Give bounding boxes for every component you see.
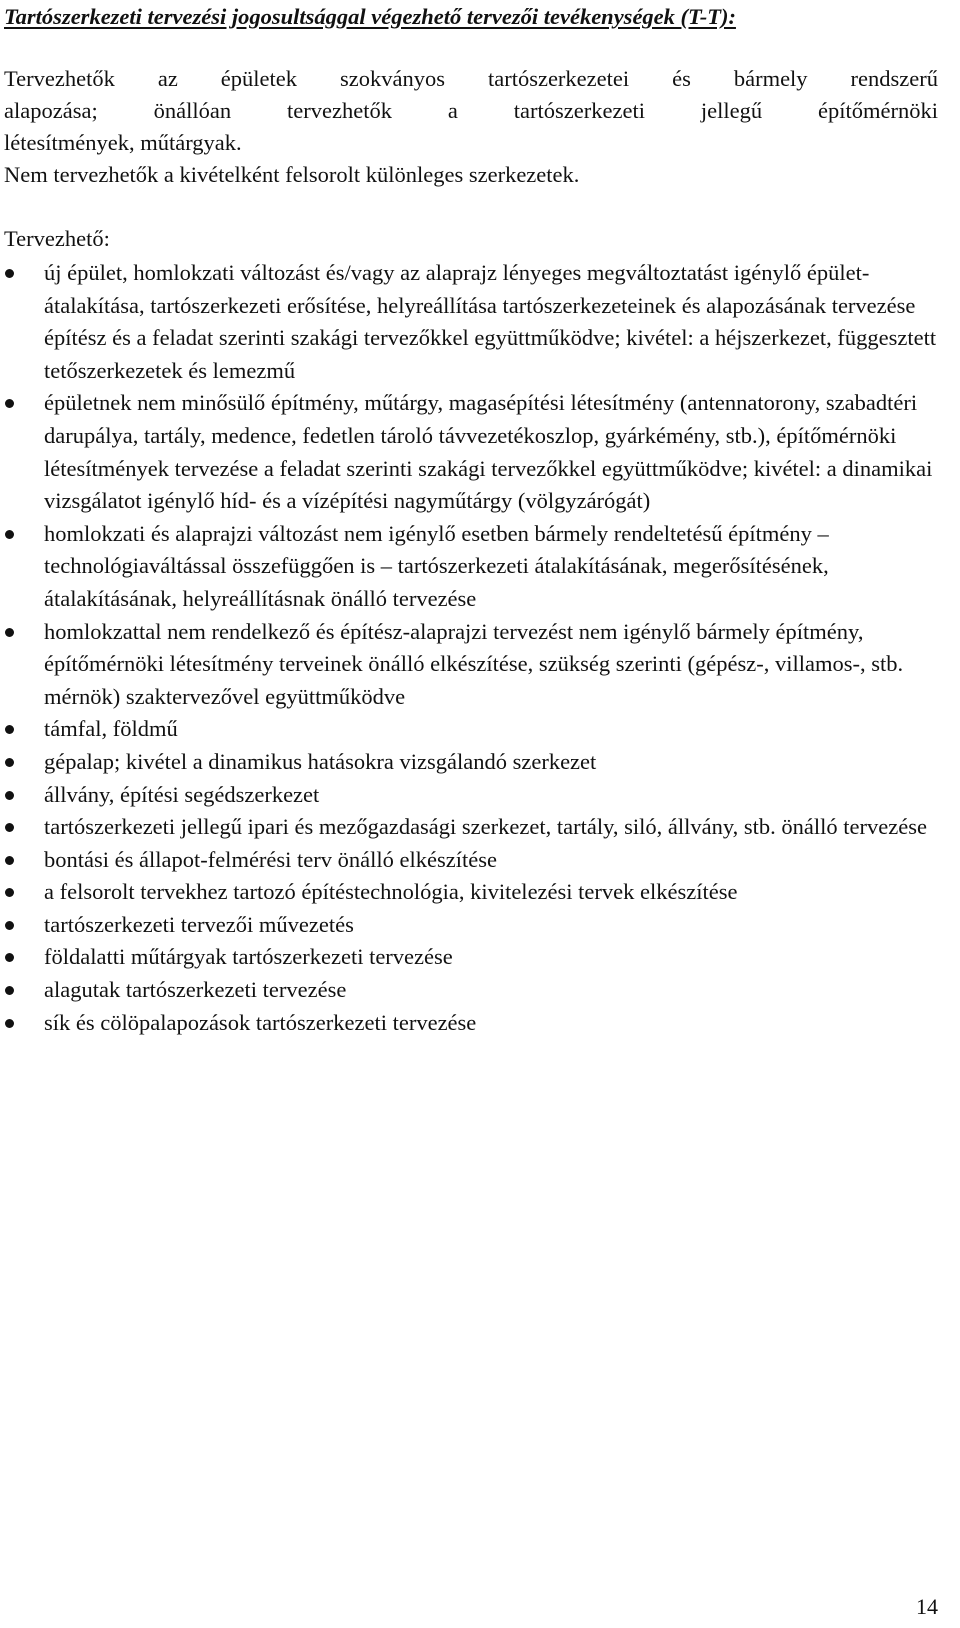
list-item-text: gépalap; kivétel a dinamikus hatásokra vizsgálandó szerkezet bbox=[44, 748, 597, 774]
bullet-icon bbox=[5, 1019, 14, 1028]
list-item bbox=[4, 1007, 938, 1040]
intro-paragraph bbox=[4, 63, 938, 159]
list-item bbox=[4, 779, 938, 812]
list-item bbox=[4, 974, 938, 1007]
bullet-icon bbox=[5, 953, 14, 962]
intro-line: Tervezhetők az épületek szokványos tartószerkezetei és bármely rendszerű bbox=[4, 66, 938, 91]
list-item-text: alagutak tartószerkezeti tervezése bbox=[44, 977, 347, 1003]
list-item-text: földalatti műtárgyak tartószerkezeti tervezése bbox=[44, 944, 453, 970]
list-item bbox=[4, 811, 938, 844]
section-heading: Tartószerkezeti tervezési jogosultsággal végezhető tervezői tevékenységek (T-T): bbox=[4, 4, 736, 29]
list-item-text: homlokzattal nem rendelkező és építész-alaprajzi tervezést nem igénylő bármely építmény, építőmérnöki létesítmény terveinek önálló elkészítése, szükség szerinti (gépész-, villamos-, stb. mérnök) szaktervezővel együttműködve bbox=[44, 618, 904, 709]
list-item-text: támfal, földmű bbox=[44, 716, 178, 742]
permitted-activities-list bbox=[4, 257, 938, 1039]
bullet-icon bbox=[5, 791, 14, 800]
list-item-text: sík és cölöpalapozások tartószerkezeti tervezése bbox=[44, 1009, 477, 1035]
list-item bbox=[4, 941, 938, 974]
list-item-text: új épület, homlokzati változást és/vagy az alaprajz lényeges megváltoztatást igénylő épület-átalakítása, tartószerkezeti erősítése, helyreállítása tartószerkezeteinek és alapozásának tervezése építész és a feladat szerinti szakági tervezőkkel együttműködve; kivétel: a héjszerkezet, függesztett tetőszerkezetek és lemezmű bbox=[44, 260, 937, 383]
list-item bbox=[4, 387, 938, 517]
bullet-icon bbox=[5, 399, 14, 408]
list-item bbox=[4, 876, 938, 909]
list-item-text: tartószerkezeti tervezői művezetés bbox=[44, 911, 354, 937]
list-item-text: a felsorolt tervekhez tartozó építéstechnológia, kivitelezési tervek elkészítése bbox=[44, 879, 738, 905]
exclusion-sentence: Nem tervezhetők a kivételként felsorolt különleges szerkezetek. bbox=[4, 162, 580, 187]
bullet-icon bbox=[5, 921, 14, 930]
bullet-icon bbox=[5, 856, 14, 865]
bullet-icon bbox=[5, 530, 14, 539]
bullet-icon bbox=[5, 823, 14, 832]
list-item bbox=[4, 909, 938, 942]
page-number: 14 bbox=[916, 1594, 938, 1619]
bullet-icon bbox=[5, 888, 14, 897]
intro-line: alapozása; önállóan tervezhetők a tartószerkezeti jellegű építőmérnöki bbox=[4, 98, 938, 123]
list-item-text: állvány, építési segédszerkezet bbox=[44, 781, 320, 807]
bullet-icon bbox=[5, 986, 14, 995]
bullet-icon bbox=[5, 725, 14, 734]
bullet-icon bbox=[5, 758, 14, 767]
list-item bbox=[4, 257, 938, 387]
list-label: Tervezhető: bbox=[4, 226, 110, 251]
list-item-text: bontási és állapot-felmérési terv önálló elkészítése bbox=[44, 846, 497, 872]
list-item bbox=[4, 844, 938, 877]
list-item bbox=[4, 616, 938, 714]
list-item-text: épületnek nem minősülő építmény, műtárgy, magasépítési létesítmény (antennatorony, szabadtéri darupálya, tartály, medence, fedetlen tároló távvezetékoszlop, gyárkémény, stb.), építőmérnöki létesítmények tervezése a feladat szerinti szakági tervezőkkel együttműködve; kivétel: a dinamikai vizsgálatot igénylő híd- és a vízépítési nagyműtárgy (völgyzárógát) bbox=[44, 390, 933, 514]
list-item bbox=[4, 713, 938, 746]
bullet-icon bbox=[5, 269, 14, 278]
list-item bbox=[4, 518, 938, 616]
list-item-text: homlokzati és alaprajzi változást nem igénylő esetben bármely rendeltetésű építmény – technológiaváltással összefüggően is – tartószerkezeti átalakításának, megerősítésének, átalakításának, helyreállításnak önálló tervezése bbox=[44, 520, 829, 611]
bullet-icon bbox=[5, 628, 14, 637]
list-item bbox=[4, 746, 938, 779]
list-item-text: tartószerkezeti jellegű ipari és mezőgazdasági szerkezet, tartály, siló, állvány, stb. önálló tervezése bbox=[44, 814, 927, 840]
intro-line: létesítmények, műtárgyak. bbox=[4, 130, 242, 155]
